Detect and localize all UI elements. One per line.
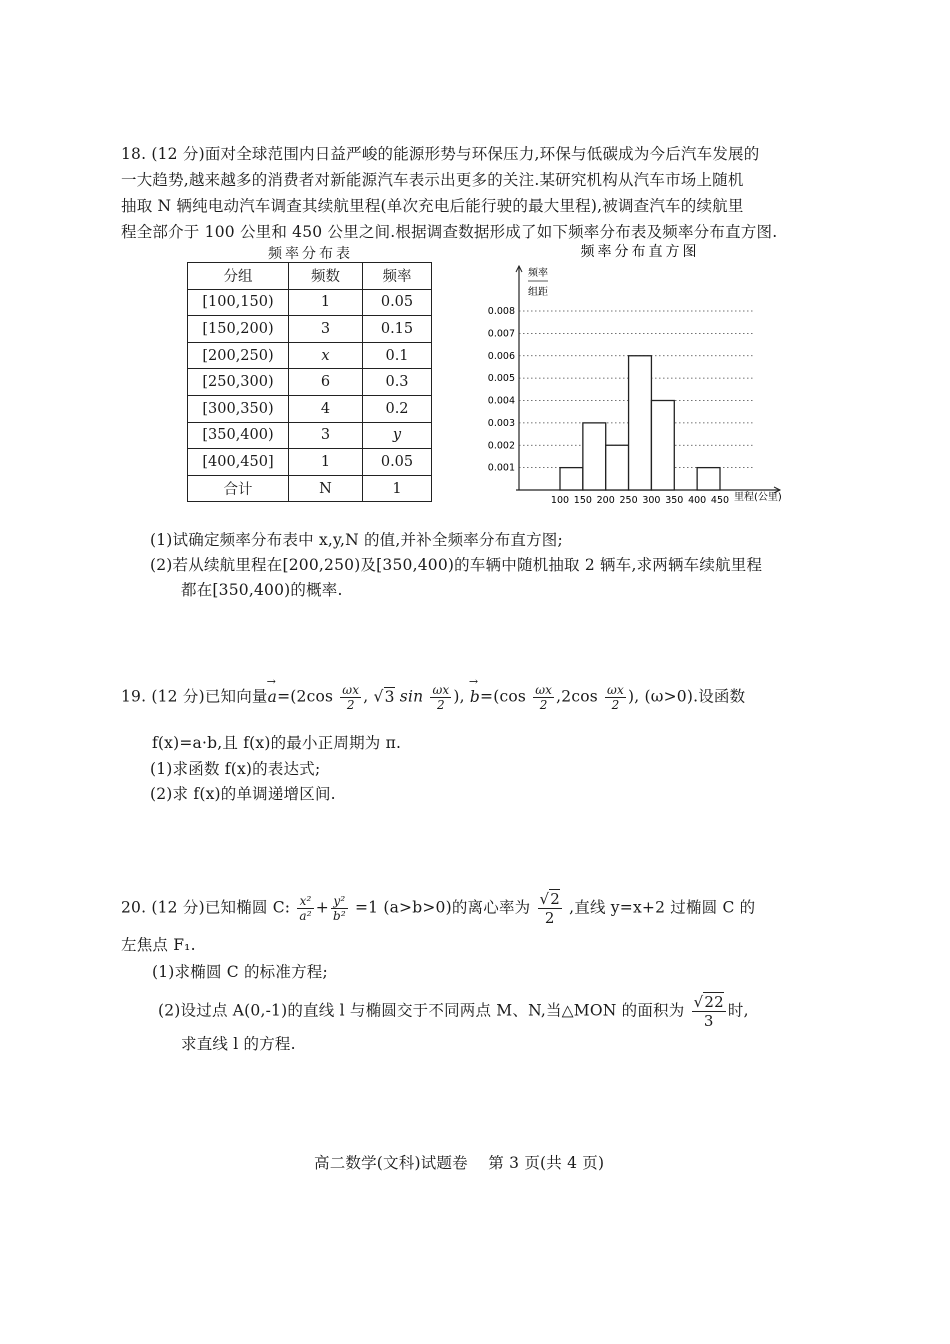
table-cell: [350,400) <box>188 422 289 449</box>
q18-line-1: 18. (12 分)面对全球范围内日益严峻的能源形势与环保压力,环保与低碳成为今后汽车发展的 <box>121 145 760 163</box>
table-row <box>188 342 432 369</box>
q19-mid: ,2cos <box>556 687 598 706</box>
table-cell: 4 <box>289 395 363 422</box>
table-cell: 1 <box>289 449 363 476</box>
table-cell: N <box>289 475 363 502</box>
table-cell: [200,250) <box>188 342 289 369</box>
q19-line-2: f(x)=a·b,且 f(x)的最小正周期为 π. <box>152 734 402 752</box>
table-cell: [300,350) <box>188 395 289 422</box>
q20-sub1: (1)求椭圆 C 的标准方程; <box>152 963 328 981</box>
y-axis-label-top: 频率 <box>528 268 548 279</box>
chart-title: 频率分布直方图 <box>580 244 700 260</box>
frequency-table <box>187 262 432 502</box>
q18-line-3: 抽取 N 辆纯电动汽车调查其续航里程(单次充电后能行驶的最大里程),被调查汽车的续航里 <box>121 197 744 215</box>
table-row <box>188 369 432 396</box>
frequency-histogram <box>470 238 810 513</box>
y-tick-label: 0.003 <box>487 417 515 429</box>
y-tick-label: 0.004 <box>487 395 515 407</box>
x-tick-label: 300 <box>642 495 661 506</box>
table-cell: 0.1 <box>363 342 432 369</box>
fraction-y2-b2: $\frac{\text{y²}}{\text{b²}}$ <box>332 894 346 923</box>
fraction-wx-2: $\frac{\omega x}{2}$ <box>342 683 360 712</box>
sqrt-3: 3 <box>384 687 395 706</box>
q19-b-eq: =(cos <box>480 687 527 706</box>
q19-sub1: (1)求函数 f(x)的表达式; <box>150 760 321 778</box>
table-cell: 0.05 <box>363 289 432 316</box>
q18-sub1: (1)试确定频率分布表中 x,y,N 的值,并补全频率分布直方图; <box>150 531 563 549</box>
y-tick-label: 0.007 <box>487 328 515 340</box>
vector-a: → a <box>268 688 277 706</box>
table-header-cell: 分组 <box>188 263 289 290</box>
table-cell: 0.15 <box>363 316 432 343</box>
table-cell: x <box>289 342 363 369</box>
table-header-cell: 频数 <box>289 263 363 290</box>
q19-tail: ), (ω>0).设函数 <box>628 687 746 706</box>
fraction-wx-2: $\frac{\omega x}{2}$ <box>432 683 450 712</box>
x-axis-label: 里程(公里) <box>734 492 782 503</box>
x-tick-label: 200 <box>596 495 615 506</box>
q18-sub2-line1: (2)若从续航里程在[200,250)及[350,400)的车辆中随机抽取 2 辆车,求两辆车续航里程 <box>150 556 763 574</box>
table-cell: 3 <box>289 316 363 343</box>
table-cell: 合计 <box>188 475 289 502</box>
q20-sub2-tail: 时, <box>727 1001 749 1020</box>
y-axis-label-bottom: 组距 <box>528 287 548 298</box>
fraction-wx-2: $\frac{\omega x}{2}$ <box>607 683 624 712</box>
q18-line-4: 程全部介于 100 公里和 450 公里之间.根据调查数据形成了如下频率分布表及频率分布直方图. <box>121 223 778 241</box>
table-header-cell: 频率 <box>363 263 432 290</box>
table-row <box>188 449 432 476</box>
q20-line-2: 左焦点 F₁. <box>121 936 196 954</box>
vector-b: → b <box>470 688 480 706</box>
q19-sub2: (2)求 f(x)的单调递增区间. <box>150 785 336 803</box>
table-caption: 频率分布表 <box>268 246 353 262</box>
q20-tail: ,直线 y=x+2 过椭圆 C 的 <box>569 898 756 917</box>
q20-sub2-head: (2)设过点 A(0,-1)的直线 l 与椭圆交于不同两点 M、N,当△MON 的面积为 <box>158 1001 685 1020</box>
x-tick-label: 100 <box>550 495 570 506</box>
table-cell: 1 <box>289 289 363 316</box>
x-tick-label: 400 <box>688 495 707 506</box>
x-tick-label: 150 <box>573 495 592 506</box>
table-cell: 0.05 <box>363 449 432 476</box>
q19-line-1: 19. (12 分)已知向量→ a=(2cos $\frac{\omega x}{2}$ , √3 sin $\frac{\omega x}{2}$ ), → b=(cos $\frac{\omega x}{2}$ ,2cos $\frac{\omega x}{2}$ ), (ω>0).设函数 <box>121 683 745 712</box>
y-tick-label: 0.006 <box>487 350 515 362</box>
table-cell: 0.3 <box>363 369 432 396</box>
table-cell: [150,200) <box>188 316 289 343</box>
fraction-sqrt22-3: $\frac{√22}{3}$ <box>693 993 724 1030</box>
q19-head: 19. (12 分)已知向量 <box>121 687 268 706</box>
q20-head: 20. (12 分)已知椭圆 C: <box>121 898 291 917</box>
y-tick-label: 0.001 <box>487 462 515 474</box>
table-row <box>188 475 432 502</box>
x-tick-label: 350 <box>665 495 684 506</box>
histogram-bar <box>606 445 629 490</box>
y-tick-label: 0.008 <box>487 306 515 317</box>
q19-close: ), <box>453 687 465 706</box>
table-cell: 1 <box>363 475 432 502</box>
histogram-bar <box>697 468 720 490</box>
q20-cond: =1 (a>b>0)的离心率为 <box>354 898 531 917</box>
q19-sin: sin <box>399 687 424 706</box>
fraction-x2-a2: $\frac{\text{x²}}{\text{a²}}$ <box>299 894 312 923</box>
fraction-wx-2: $\frac{\omega x}{2}$ <box>535 683 553 712</box>
y-tick-label: 0.002 <box>487 440 515 452</box>
q20-sub2-line2: 求直线 l 的方程. <box>181 1035 296 1053</box>
q20-plus: + <box>315 898 329 917</box>
histogram-bar <box>583 423 606 490</box>
histogram-bar <box>560 468 583 490</box>
q19-a-eq: =(2cos <box>277 687 334 706</box>
y-tick-label: 0.005 <box>487 373 515 385</box>
table-row <box>188 395 432 422</box>
histogram-bar <box>629 356 652 490</box>
table-row <box>188 289 432 316</box>
table-cell: 6 <box>289 369 363 396</box>
table-cell: 0.2 <box>363 395 432 422</box>
q20-line-1 <box>121 890 755 927</box>
q18-line-2: 一大趋势,越来越多的消费者对新能源汽车表示出更多的关注.某研究机构从汽车市场上随机 <box>121 171 744 189</box>
table-cell: y <box>363 422 432 449</box>
table-cell: [400,450] <box>188 449 289 476</box>
table-header-row <box>188 263 432 290</box>
q18-sub2-line2: 都在[350,400)的概率. <box>181 581 343 599</box>
table-cell: 3 <box>289 422 363 449</box>
histogram-bar <box>651 401 674 491</box>
table-row <box>188 422 432 449</box>
q20-sub2-line1 <box>158 993 749 1030</box>
fraction-sqrt2-2: $\frac{√2}{2}$ <box>539 890 561 927</box>
page-footer: 高二数学(文科)试题卷 第 3 页(共 4 页) <box>314 1154 605 1172</box>
x-tick-label: 450 <box>710 495 730 506</box>
x-tick-label: 250 <box>619 495 638 506</box>
table-cell: [250,300) <box>188 369 289 396</box>
table-cell: [100,150) <box>188 289 289 316</box>
table-row <box>188 316 432 343</box>
